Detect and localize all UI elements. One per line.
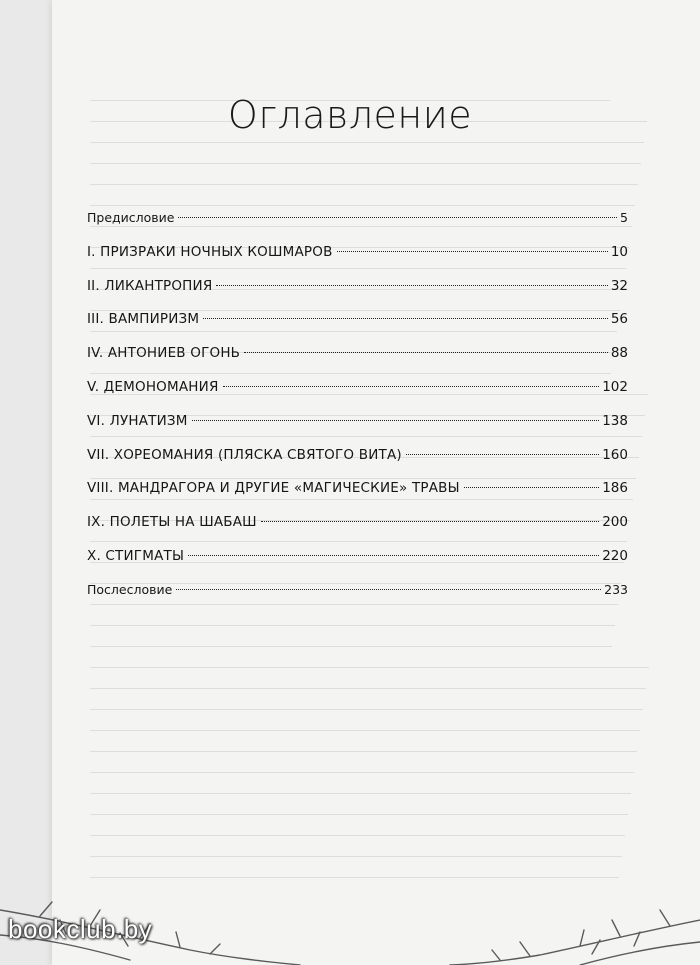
show-through-line [90,709,643,710]
toc-entry-chapter-7[interactable] [87,447,628,481]
toc-entry-chapter-5[interactable] [87,379,628,413]
toc-entry-label: VIII. МАНДРАГОРА И ДРУГИЕ «МАГИЧЕСКИЕ» ТРАВЫ [87,480,460,497]
toc-page-number: 102 [602,378,628,395]
show-through-line [90,814,628,815]
dot-leader [192,420,600,421]
toc-entry-chapter-4[interactable] [87,345,628,379]
show-through-line [90,772,634,773]
table-of-contents [87,210,628,616]
toc-entry-afterword[interactable] [87,582,628,616]
show-through-line [90,646,612,647]
toc-entry-chapter-10[interactable] [87,548,628,582]
toc-entry-preface[interactable] [87,210,628,244]
show-through-line [90,184,638,185]
toc-entry-chapter-1[interactable] [87,244,628,278]
toc-page-number: 32 [610,277,628,294]
toc-entry-chapter-3[interactable] [87,311,628,345]
toc-page-number: 186 [602,480,628,497]
toc-entry-label: VII. ХОРЕОМАНИЯ (ПЛЯСКА СВЯТОГО ВИТА) [87,446,402,463]
toc-page-number: 138 [602,412,628,429]
dot-leader [223,386,600,387]
toc-page-number: 10 [610,243,628,260]
show-through-line [90,793,631,794]
toc-page-number: 5 [620,210,628,225]
toc-entry-label: IV. АНТОНИЕВ ОГОНЬ [87,345,241,362]
toc-page-number: 56 [610,311,628,328]
toc-entry-label: V. ДЕМОНОМАНИЯ [87,378,219,395]
page-title: Оглавление [227,93,473,137]
dot-leader [337,251,608,252]
dot-leader [244,352,608,353]
toc-entry-label: I. ПРИЗРАКИ НОЧНЫХ КОШМАРОВ [87,243,333,260]
show-through-line [90,835,625,836]
show-through-line [90,688,646,689]
dot-leader [188,555,599,556]
dot-leader [406,454,599,455]
toc-entry-chapter-8[interactable] [87,480,628,514]
toc-entry-label: Послесловие [87,581,173,597]
dot-leader [176,589,601,590]
dot-leader [203,318,608,319]
toc-entry-label: VI. ЛУНАТИЗМ [87,412,188,429]
toc-entry-chapter-2[interactable] [87,278,628,312]
show-through-line [90,625,615,626]
dot-leader [216,285,607,286]
show-through-line [90,751,637,752]
show-through-line [90,877,619,878]
watermark: bookclub.by [8,914,153,944]
toc-entry-label: X. СТИГМАТЫ [87,547,185,564]
dot-leader [261,521,599,522]
toc-entry-label: II. ЛИКАНТРОПИЯ [87,277,213,294]
toc-entry-chapter-6[interactable] [87,413,628,447]
show-through-line [90,205,635,206]
dot-leader [464,487,599,488]
toc-page-number: 88 [610,345,628,362]
show-through-line [90,142,644,143]
dot-leader [178,217,617,218]
show-through-line [90,667,649,668]
toc-page-number: 160 [602,446,628,463]
show-through-line [90,730,640,731]
toc-entry-label: III. ВАМПИРИЗМ [87,311,200,328]
toc-page-number: 220 [602,547,628,564]
toc-entry-label: IX. ПОЛЕТЫ НА ШАБАШ [87,514,257,531]
toc-entry-label: Предисловие [87,210,175,225]
toc-page-number: 233 [604,581,628,597]
show-through-line [90,163,641,164]
toc-entry-chapter-9[interactable] [87,514,628,548]
show-through-line [90,856,622,857]
toc-page-number: 200 [602,514,628,531]
